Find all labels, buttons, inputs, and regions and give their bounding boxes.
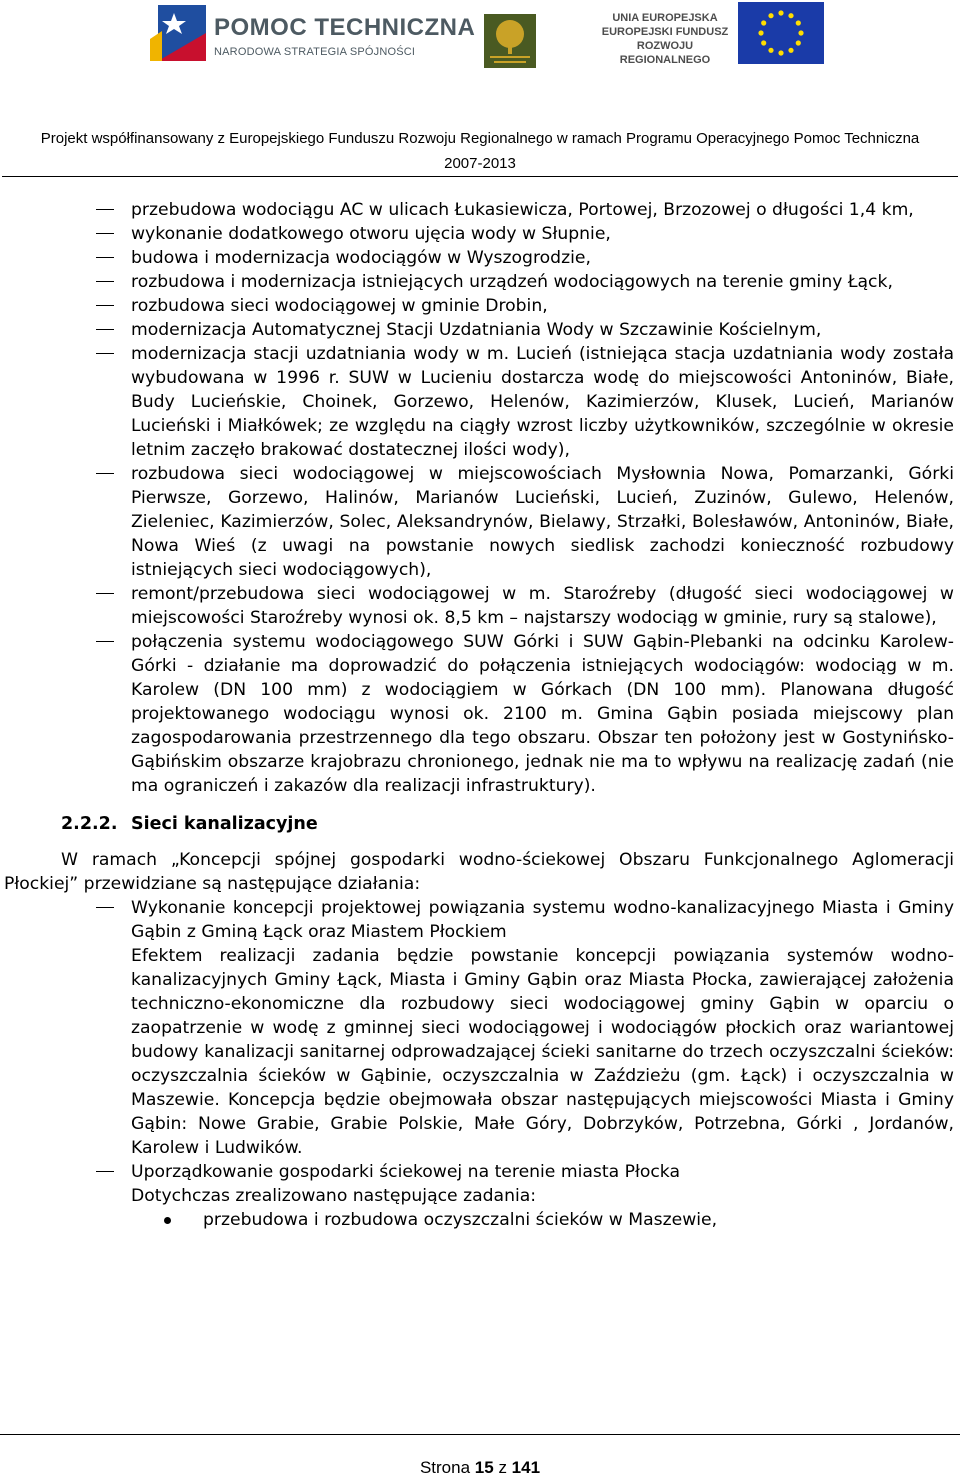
list-item-text: rozbudowa sieci wodociągowej w gminie Drobin, <box>131 296 548 316</box>
completed-tasks-list <box>0 1208 960 1232</box>
list-item <box>0 318 954 342</box>
dash-bullet-icon <box>96 1171 114 1172</box>
water-investments-list <box>0 198 960 798</box>
document-body <box>0 198 960 1232</box>
pomoc-techniczna-logo <box>148 3 476 65</box>
eu-logo-text <box>600 11 730 67</box>
page-header <box>0 0 960 178</box>
list-item <box>0 1160 954 1208</box>
section-title: Sieci kanalizacyjne <box>131 814 318 834</box>
footer-divider <box>0 1434 960 1435</box>
list-item <box>0 294 954 318</box>
eu-logo <box>600 2 952 80</box>
page-label: Strona <box>419 1458 471 1477</box>
list-item-text: budowa i modernizacja wodociągów w Wyszogrodzie, <box>131 248 591 268</box>
dash-bullet-icon <box>96 353 114 354</box>
page-of-label: z <box>498 1458 507 1477</box>
dash-bullet-icon <box>96 473 114 474</box>
dash-bullet-icon <box>96 281 114 282</box>
round-bullet-icon <box>164 1217 171 1224</box>
header-divider <box>2 176 958 177</box>
dash-bullet-icon <box>96 907 114 908</box>
list-item-text: przebudowa wodociągu AC w ulicach Łukasiewicza, Portowej, Brzozowej o długości 1,4 km, <box>131 200 914 220</box>
list-item-description: Dotychczas zrealizowano następujące zadania: <box>131 1186 537 1206</box>
list-item-text: połączenia systemu wodociągowego SUW Górki i SUW Gąbin-Plebanki na odcinku Karolew-Górki - działanie ma doprowadzić do połączenia istniejących wodociągów: wodociąg w m. Karolew (DN 100 mm) z wodociągiem w Górkach (DN 100 mm). Planowana długość projektowanego wodociągu wynosi ok. 2100 m. Gmina Gąbin posiada miejscowy plan zagospodarowania przestrzennego dla tego obszaru. Obszar ten położony jest w Gostynińsko-Gąbińskim obszarze krajobrazu chronionego, jednak nie ma to wpływu na realizację zadań (nie ma ograniczeń i zakazów dla realizacji infrastruktury). <box>131 632 954 796</box>
list-item-text: remont/przebudowa sieci wodociągowej w m. Staroźreby (długość sieci wodociągowej w miejscowości Staroźreby wynosi ok. 8,5 km – najstarszy wodociąg w gminie, rury są stalowe), <box>131 584 954 628</box>
dash-bullet-icon <box>96 257 114 258</box>
section-heading <box>0 812 960 836</box>
dash-bullet-icon <box>96 233 114 234</box>
list-item <box>0 222 954 246</box>
logo-bar <box>0 0 960 120</box>
section-intro: W ramach „Koncepcji spójnej gospodarki wodno-ściekowej Obszaru Funkcjonalnego Aglomeracji Płockiej” przewidziane są następujące działania: <box>4 850 954 894</box>
list-item-text: wykonanie dodatkowego otworu ujęcia wody w Słupnie, <box>131 224 611 244</box>
list-item <box>0 198 954 222</box>
pomoc-techniczna-subtitle: NARODOWA STRATEGIA SPÓJNOŚCI <box>214 46 416 58</box>
list-item-title: Uporządkowanie gospodarki ściekowej na terenie miasta Płocka <box>131 1162 680 1182</box>
list-item-text: modernizacja stacji uzdatniania wody w m. Lucień (istniejąca stacja uzdatniania wody została wybudowana w 1996 r. SUW w Lucieniu dostarcza wodę do miejscowości Antoninów, Białe, Budy Lucieńskie, Choinek, Gorzewo, Helenów, Kazimierzów, Klusek, Lucień, Marianów Lucieński i Miałkówek; ze względu na ciągły wzrost liczby użytkowników, szczególnie w okresie letnim zaczęło brakować dostatecznej ilości wody), <box>131 344 954 460</box>
page-number: 15 <box>474 1458 494 1477</box>
list-item-title: Wykonanie koncepcji projektowej powiązania systemu wodno-kanalizacyjnego Miasta i Gminy Gąbin z Gminą Łąck oraz Miastem Płockiem <box>131 898 954 942</box>
pomoc-techniczna-title: POMOC TECHNICZNA <box>214 14 476 41</box>
list-item <box>0 1208 954 1232</box>
list-item <box>0 270 954 294</box>
page-total: 141 <box>511 1458 541 1477</box>
project-funding-line-2: 2007-2013 <box>444 155 516 172</box>
project-funding-line-1: Projekt współfinansowany z Europejskiego Funduszu Rozwoju Regionalnego w ramach Programu Operacyjnego Pomoc Techniczna <box>40 130 920 147</box>
list-item-description: Efektem realizacji zadania będzie powstanie koncepcji powiązania systemów wodno-kanalizacyjnych Gminy Łąck, Miasta i Gminy Gąbin oraz Miasta Płocka, zawierającej założenia techniczno-ekonomiczne dla rozbudowy sieci wodociągowej gminy Gąbin w oparciu o zaopatrzenie w wodę z gminnej sieci wodociągowej i wodociągów płockich oraz wariantowej budowy kanalizacji sanitarnej odprowadzającej ścieki sanitarne do trzech oczyszczalni ścieków: oczyszczalnia ścieków w Gąbinie, oczyszczalnia w Zaździeżu (gm. Łąck) i oczyszczalnia w Maszewie. Koncepcja będzie obejmowała obszar następujących miejscowości Miasta i Gminy Gąbin: Nowe Grabie, Grabie Polskie, Małe Góry, Dobrzyków, Potrzebna, Górki , Jordanów, Karolew i Ludwików. <box>131 946 954 1158</box>
eu-flag-icon <box>738 2 824 64</box>
eu-line-2: EUROPEJSKI FUNDUSZ <box>601 26 729 38</box>
dash-bullet-icon <box>96 305 114 306</box>
dash-bullet-icon <box>96 209 114 210</box>
list-item <box>0 582 954 630</box>
list-item-text: rozbudowa sieci wodociągowej w miejscowościach Mysłownia Nowa, Pomarzanki, Górki Pierwsze, Gorzewo, Halinów, Marianów Lucieński, Lucień, Zuzinów, Gulewo, Helenów, Zieleniec, Kazimierzów, Solec, Aleksandrynów, Bielawy, Strzałki, Bolesławów, Antoninów, Białe, Nowa Wieś (z uwagi na powstanie nowych siedlisk zachodzi konieczność rozbudowy istniejących sieci wodociągowych), <box>131 464 954 580</box>
eu-line-1: UNIA EUROPEJSKA <box>612 12 718 24</box>
tree-emblem-icon <box>484 14 536 68</box>
sewage-actions-list <box>0 896 960 1208</box>
dash-bullet-icon <box>96 593 114 594</box>
section-number: 2.2.2. <box>61 814 118 834</box>
list-item <box>0 246 954 270</box>
list-item-text: przebudowa i rozbudowa oczyszczalni ścieków w Maszewie, <box>203 1210 718 1230</box>
page-footer <box>0 1456 960 1480</box>
list-item-text: rozbudowa i modernizacja istniejących urządzeń wodociągowych na terenie gminy Łąck, <box>131 272 893 292</box>
dash-bullet-icon <box>96 329 114 330</box>
list-item <box>0 342 954 462</box>
project-funding-note <box>0 126 960 176</box>
list-item <box>0 462 954 582</box>
pomoc-techniczna-mark-icon <box>148 3 208 63</box>
list-item <box>0 630 954 798</box>
eu-line-3: ROZWOJU REGIONALNEGO <box>619 40 711 66</box>
list-item-text: modernizacja Automatycznej Stacji Uzdatniania Wody w Szczawinie Kościelnym, <box>131 320 822 340</box>
list-item <box>0 896 954 1160</box>
dash-bullet-icon <box>96 641 114 642</box>
